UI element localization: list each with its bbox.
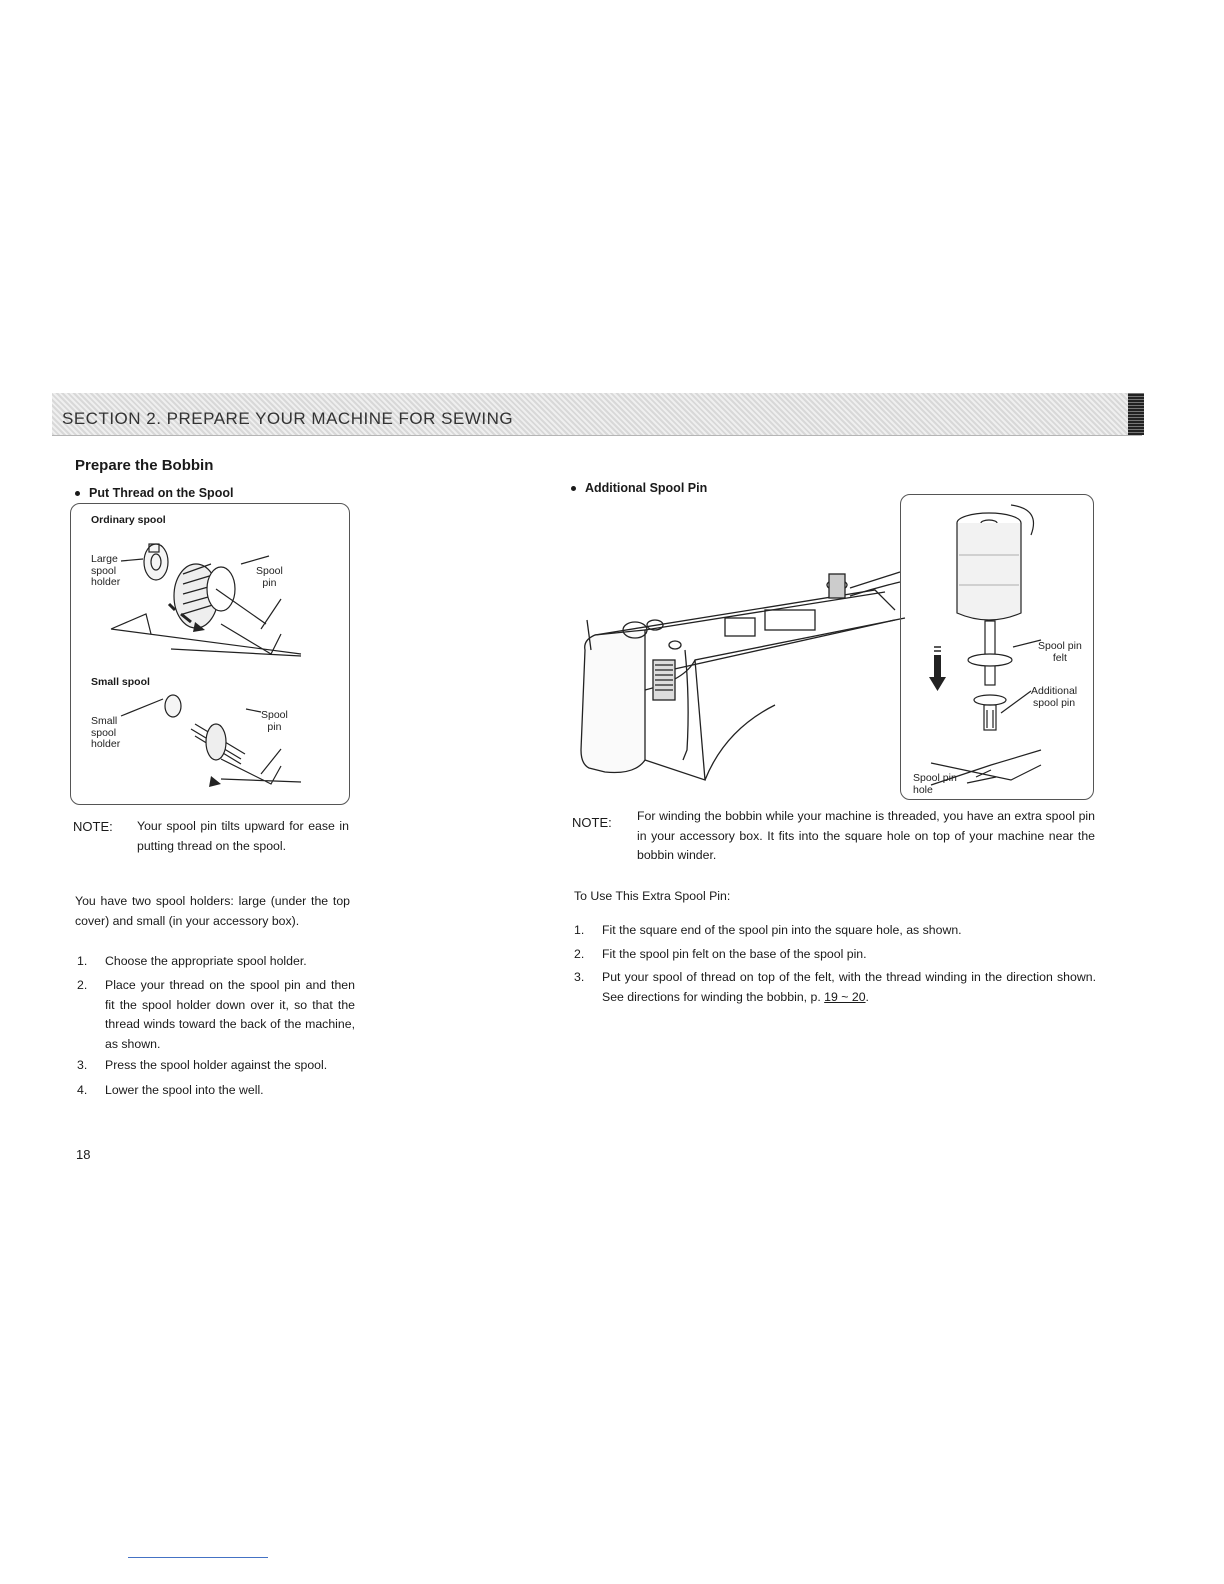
section-title: SECTION 2. PREPARE YOUR MACHINE FOR SEWING (62, 409, 514, 428)
right-step-2: 2. Fit the spool pin felt on the base of the spool pin. (574, 947, 867, 961)
bullet-icon (571, 486, 576, 491)
right-note-label: NOTE: (572, 815, 612, 830)
label-large-spool-holder: Large spool holder (91, 553, 121, 588)
label-spool-pin-1: Spool pin (256, 565, 283, 589)
left-step-3: 3. Press the spool holder against the spool. (77, 1058, 328, 1072)
figure-spool-holders (70, 503, 350, 805)
page-number: 18 (76, 1147, 91, 1162)
footer-rule (128, 1557, 268, 1558)
left-step-1: 1. Choose the appropriate spool holder. (77, 954, 307, 968)
right-use-heading: To Use This Extra Spool Pin: (574, 889, 731, 903)
small-spool-illustration (71, 504, 349, 804)
left-step-2: 2. Place your thread on the spool pin and then fit the spool holder down over it, so that the thread winds toward the back of the machine, as shown. (77, 978, 355, 1051)
figure-additional-spool-pin (900, 494, 1094, 800)
figure-title-ordinary: Ordinary spool (91, 514, 166, 526)
left-step-4: 4. Lower the spool into the well. (77, 1083, 264, 1097)
right-step-1: 1. Fit the square end of the spool pin into the square hole, as shown. (574, 923, 962, 937)
left-note-label: NOTE: (73, 819, 113, 834)
heading-prepare-bobbin: Prepare the Bobbin (75, 457, 214, 474)
bullet-icon (75, 491, 80, 496)
label-small-spool-holder: Small spool holder (91, 715, 121, 750)
right-step-3: 3. Put your spool of thread on top of the felt, with the thread winding in the direction shown. See directions for winding the bobbin, p. 19 ~ 20. (574, 970, 1096, 1004)
left-intro-text: You have two spool holders: large (under the top cover) and small (in your accessory box). (75, 894, 350, 928)
figure-title-small: Small spool (91, 676, 150, 688)
right-note-text: For winding the bobbin while your machine is threaded, you have an extra spool pin in your accessory box. It fits into the square hole on top of your machine near the bobbin winder. (637, 809, 1095, 862)
subheading-additional-spool-pin: Additional Spool Pin (571, 481, 707, 495)
label-spool-pin-2: Spool pin (261, 709, 288, 733)
machine-illustration (575, 550, 905, 790)
label-spool-pin-felt: Spool pin felt (1038, 640, 1082, 664)
left-note-text: Your spool pin tilts upward for ease in putting thread on the spool. (137, 819, 349, 853)
section-banner (52, 393, 1142, 436)
label-spool-pin-hole: Spool pin hole (913, 772, 957, 796)
subheading-put-thread: Put Thread on the Spool (75, 486, 233, 500)
label-additional-spool-pin: Additional spool pin (1031, 685, 1078, 709)
page-reference-link[interactable]: 19 ~ 20 (824, 989, 866, 1004)
section-tab-marker (1128, 393, 1144, 435)
